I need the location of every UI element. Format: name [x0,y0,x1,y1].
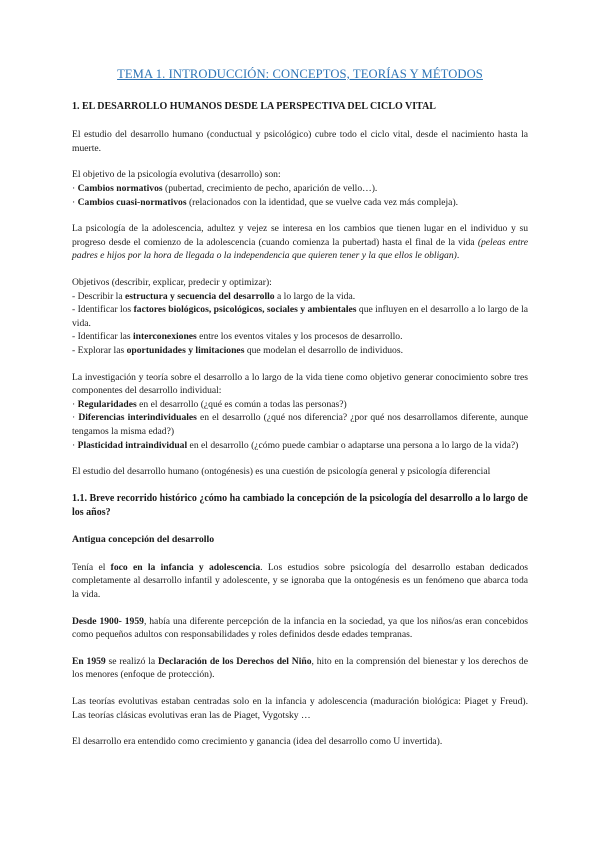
en-1959-paragraph: En 1959 se realizó la Declaración de los Derechos del Niño, hito en la comprensión del bienestar y los derechos de los menores (enfoque de protección). [72,655,528,681]
foco-paragraph: Tenía el foco en la infancia y adolescencia. Los estudios sobre psicología del desarrollo estaban dedicados completamente al desarrollo infantil y adolescente, y se ignoraba que la ontogénesis es un fenómeno que abarca toda la vida. [72,561,528,600]
investigacion-intro: La investigación y teoría sobre el desarrollo a lo largo de la vida tiene como objetivo generar conocimiento sobre tres componentes del desarrollo individual: [72,371,528,397]
list-item: · Cambios normativos (pubertad, crecimiento de pecho, aparición de vello…). [72,182,378,194]
list-item: · Regularidades en el desarrollo (¿qué es común a todas las personas?) [72,398,347,410]
intro-paragraph: El estudio del desarrollo humano (conductual y psicológico) cubre todo el ciclo vital, desde el nacimiento hasta la muerte. [72,129,528,154]
list-item: · Cambios cuasi-normativos (relacionados con la identidad, que se vuelve cada vez más compleja). [72,196,459,208]
list-item: - Identificar las interconexiones entre los eventos vitales y los procesos de desarrollo. [72,331,403,343]
desde-1900-paragraph: Desde 1900- 1959, había una diferente percepción de la infancia en la sociedad, ya que los niños/as eran concebidos como pequeños adultos con responsabilidades y roles definidos desde edades tempranas. [72,615,528,641]
investigacion-block [72,371,528,453]
u-invertida-paragraph: El desarrollo era entendido como crecimiento y ganancia (idea del desarrollo como U invertida). [72,736,443,748]
objetivos-block [72,276,528,358]
ontogenesis-paragraph: El estudio del desarrollo humano (ontogénesis) es una cuestión de psicología general y psicología diferencial [72,466,491,478]
objetivos-intro: Objetivos (describir, explicar, predecir y optimizar): [72,276,272,288]
list-item: - Identificar los factores biológicos, psicológicos, sociales y ambientales que influyen en el desarrollo a lo largo de la vida. [72,304,528,329]
list-item: - Describir la estructura y secuencia del desarrollo a lo largo de la vida. [72,290,356,302]
teorias-paragraph: Las teorías evolutivas estaban centradas solo en la infancia y adolescencia (maduración biológica: Piaget y Freud). Las teorías clásicas evolutivas eran las de Piaget, Vygotsky … [72,696,528,721]
antigua-concepcion-heading: Antigua concepción del desarrollo [72,533,215,545]
document-title: TEMA 1. INTRODUCCIÓN: CONCEPTOS, TEORÍAS Y MÉTODOS [117,67,483,81]
section-1-1-heading: 1.1. Breve recorrido histórico ¿cómo ha cambiado la concepción de la psicología del desarrollo a lo largo de los años? [72,492,528,519]
list-item: · Plasticidad intraindividual en el desarrollo (¿cómo puede cambiar o adaptarse una persona a lo largo de la vida?) [72,439,519,451]
objetivo-intro: El objetivo de la psicología evolutiva (desarrollo) son: [72,169,281,181]
section-1-heading: 1. EL DESARROLLO HUMANOS DESDE LA PERSPECTIVA DEL CICLO VITAL [72,100,436,112]
list-item: · Diferencias interindividuales en el desarrollo (¿qué nos diferencia? ¿por qué nos desarrollamos diferente, aunque tengamos la misma edad?) [72,412,529,438]
adolescencia-paragraph: La psicología de la adolescencia, adultez y vejez se interesa en los cambios que tienen lugar en el individuo y su progreso desde el comienzo de la adolescencia (cuando comienza la pubertad) hasta el final de la vida (peleas entre padres e hijos por la hora de llegada o la independencia que quieren tener y la que ellos le obligan). [72,223,528,262]
objetivo-block [72,168,528,209]
list-item: - Explorar las oportunidades y limitaciones que modelan el desarrollo de individuos. [72,344,403,356]
